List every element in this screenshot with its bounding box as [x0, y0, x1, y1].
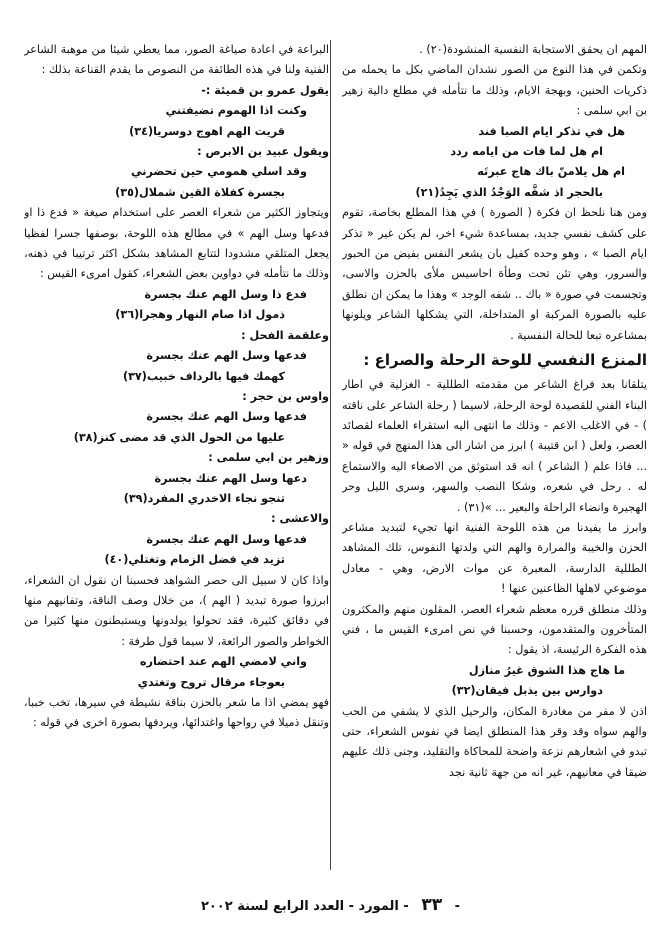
paragraph: يتلقانا بعد فراغ الشاعر من مقدمته الطللية - الغزلية في اطار البناء الفني للقصيدة لوحة الرحلة، لاسيما ( رحلة الشاعر على ناقته ) - في الاغلب الاعم - وذلك ما انتهى اليه استقراء العلماء لقصائد العصر، ولعل ( ابن قتيبة ) ابرز من اشار الى هذا المنهج في قوله « ... فاذا علم ( الشاعر ) انه قد استوثق من الاصغاء اليه والاستماع له . رحل في شعره، وشكا النصب والسهر، وسرى الليل وحر الهجيرة وانضاء الراحلة والبعير ... »(٣١) .: [342, 378, 647, 514]
right-column: [342, 40, 647, 875]
footer-dash: -: [403, 899, 409, 914]
poem-verse: ام هل لما فات من ايامه ردد: [450, 145, 603, 159]
poem-verse: كهمك فيها بالرداف خبيب(٣٧): [122, 369, 285, 383]
poem-verse: وقد اسلي همومي حين تحضرني: [130, 165, 307, 179]
journal-issue: المورد - العدد الرابع لسنة ٢٠٠٢: [200, 899, 399, 914]
poet-caption: واوس بن حجر :: [242, 389, 329, 403]
page-footer: [0, 895, 661, 917]
paragraph: واذا كان لا سبيل الى حصر الشواهد فحسبنا ان نقول ان الشعراء، ابرزوا صورة تبديد ( الهم )، من خلال وصف الناقة، وتفانيهم منها في دقائق كثيرة، فقد تحولوا يولدونها ويستبطنون منها كثيرا من الخواطر والصور الرائعة، لا سيما قول طرفة :: [24, 573, 329, 648]
poem-verse: فدعها وسل الهم عنك بجسرة: [146, 349, 307, 363]
poem-verse: تنجو نجاء الاخدري المفرد(٣٩): [123, 491, 285, 505]
paragraph: اذن لا مفر من مغادرة المكان، والرحيل الذي لا يشفي من الحب والهم سواه وقد وقر هذا المنطلق ايضا في نفوس الشعراء، حتى تبدو في اشعارهم نزعة واضحة للمحاكاة والتقليد، وجنى ذلك عليهم ضيقا في معانيهم، غير انه من جهة ثانية نجد: [342, 704, 647, 779]
section-heading: المنزع النفسي للوحة الرحلة والصراع :: [363, 351, 647, 370]
poem-verse: فدعها وسل الهم عنك بجسرة: [146, 532, 307, 546]
poet-caption: يقول عمرو بن قميئة :-: [201, 83, 329, 97]
poet-caption: وزهير بن ابي سلمى :: [208, 451, 329, 465]
footer-dash: -: [454, 899, 461, 914]
paragraph: ويتجاوز الكثير من شعراء العصر على استخدام صيغة « فدع ذا او فدعها وسل الهم » في مطالع هذه اللوحة، بوصفها جسرا لفظيا يجعل المتلقي مشدودا لتتابع المشاهد بشكل اكثر ترتيبا في ذهنه، وذلك ما نتأمله في دواوين بعض الشعراء، كقول امرىء القيس :: [24, 206, 329, 281]
column-divider: [330, 40, 331, 870]
poem-verse: قريت الهم اهوج دوسريا(٣٤): [129, 124, 285, 138]
paragraph: فهو يمضي اذا ما شعر بالحزن بناقة نشيطة في سيرها، تخب خببا، وتنقل ذميلا في رواحها واغتدائها، ويردفها بصورة اخرى في قوله :: [24, 696, 329, 730]
poem-verse: دعها وسل الهم عنك بجسرة: [154, 471, 307, 485]
poet-caption: وعلقمة الفحل :: [241, 328, 329, 342]
poem-verse: ذمول اذا صام النهار وهجرا(٣٦): [115, 308, 285, 322]
poem-verse: فدع ذا وسل الهم عنك بجسرة: [144, 287, 307, 301]
poem-verse: دوارس بين يذبل فيقان(٣٢): [451, 684, 603, 698]
paragraph: وتكمن في هذا النوع من الصور نشدان الماضي بكل ما يحمله من ذكريات الحنين، وبهجة الايام، وذلك ما نتأمله في مطلع دالية زهير بن ابي سلمى :: [342, 63, 647, 118]
poem-verse: تزيد في فضل الزمام وتغتلي(٤٠): [104, 553, 285, 567]
poet-caption: والاعشى :: [271, 512, 329, 526]
poem-verse: واني لامضي الهم عند احتضاره: [139, 655, 307, 669]
paragraph: ومن هنا نلحظ ان فكرة ( الصورة ) في هذا المطلع بخاصة، تقوم على كشف نفسي جديد، بمساعدة شيء اخر، لم يكن غير « تذكر ايام الصبا » ، وهو وحده كفيل بان يشعر النفس بفيض من الحبور والسرور، وهي تئن تحت وطأة احاسيس ملأى بالحزن والاسى، وتجسمت في صورة « باك .. شفه الوجد » وهذا ما يمكن ان نطلق عليه بالصورة المركبة او المتداخلة، التي يشكلها الشاعر ويلونها بمشاعره تبعا للحالة النفسية .: [342, 206, 647, 342]
poem-verse: بعوجاء مرقال تروح وتغتدي: [137, 675, 285, 689]
paragraph: وذلك منطلق قرره معظم شعراء العصر، المقلون منهم والمكثرون المتأخرون والمتقدمون، وحسبنا في نص امرىء القيس ما ، فني هذه الفكرة الرئيسة، اذ يقول :: [342, 602, 647, 657]
poem-verse: فدعها وسل الهم عنك بجسرة: [146, 410, 307, 424]
poem-verse: ما هاج هذا الشوق غيرُ منازل: [468, 663, 625, 677]
poem-verse: عليها من الحول الذي قد مضى كنز(٣٨): [73, 430, 285, 444]
poet-caption: ويقول عبيد بن الابرص :: [197, 145, 329, 159]
poem-verse: ام هل يلامنّ باك هاج عبرتَه: [477, 165, 625, 179]
paragraph: البراعة في اعادة صياغة الصور، مما يعطي شيئا من موهبة الشاعر الفنية ولنا في هذه الطائفة من النصوص ما يقدم القناعة بذلك :: [24, 43, 329, 77]
page-number: ٣٣: [421, 895, 443, 915]
poem-verse: بجسرة كفلاة القين شملال(٣٥): [115, 185, 285, 199]
paragraph: المهم ان يحقق الاستجابة النفسية المنشودة(٢٠) .: [419, 43, 647, 56]
poem-verse: هل في تذكر ايام الصبا فند: [478, 124, 625, 138]
left-column: [24, 40, 329, 875]
poem-verse: وكنت اذا الهموم تضيفتني: [165, 104, 307, 118]
paragraph: وابرز ما يفيدنا من هذه اللوحة الفنية انها تجيء لتبديد مشاعر الحزن والخيبة والمرارة والهم التي ولدتها النفوس، تلك المشاهد الطللية الدارسة، المعبرة عن موات الارض، وهي - معادل موضوعي لاهلها الظاعنين عنها !: [342, 520, 647, 596]
poem-verse: بالحجر اذ شفَّه الوَجْدُ الذي يَجِدُ(٢١): [415, 185, 603, 199]
